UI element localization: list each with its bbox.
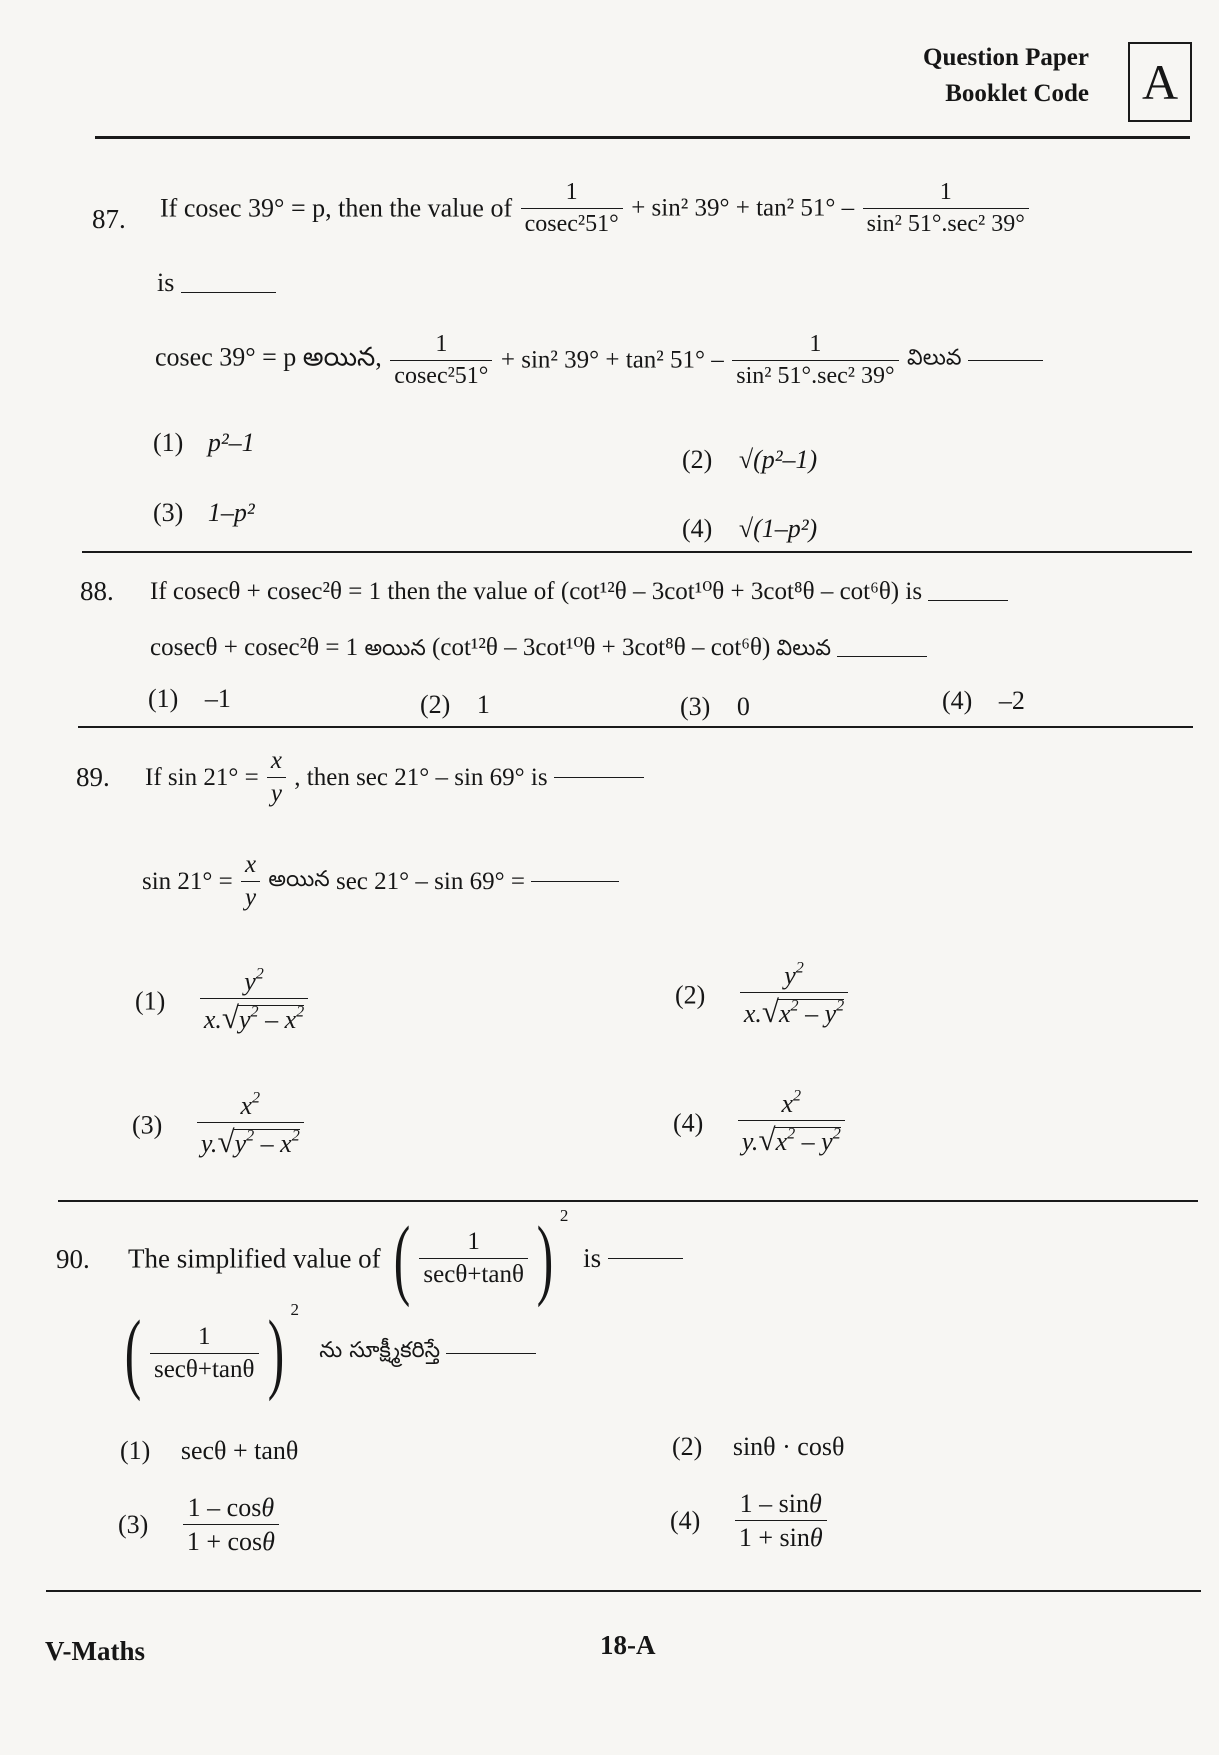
q90-option-1: [120, 1436, 298, 1466]
q87-en-prefix: If cosec 39° = p, then the value of: [160, 193, 513, 223]
q89-telugu: [142, 852, 619, 912]
q87-opt3-label: (3): [153, 498, 184, 527]
q89-blank: [554, 777, 644, 778]
q89-opt1-den: $x.√y^2 - x^2$: [200, 998, 308, 1035]
q90-divider: [46, 1590, 1201, 1592]
q88-opt3-label: (3): [680, 692, 711, 721]
q89-opt2-den: $x.√x^2 - y^2$: [740, 992, 848, 1029]
q89-opt2-label: (2): [675, 980, 706, 1010]
q87-option-2: [682, 445, 817, 475]
q88-te-math1: cosecθ + cosec²θ = 1: [150, 634, 359, 661]
q87-frac1: [521, 180, 623, 237]
q87-is-label: is: [157, 268, 175, 297]
q90-blank: [608, 1258, 683, 1259]
q90-opt4-label: (4): [670, 1505, 701, 1535]
q87-te-frac1-den: cosec²51°: [390, 360, 492, 389]
q88-number: 88.: [80, 576, 114, 606]
q88-opt2-label: (2): [420, 690, 451, 719]
header-divider: [95, 136, 1190, 139]
q90-te-frac-num: 1: [197, 1322, 211, 1350]
q89-te-suffix: sec 21° – sin 69° =: [335, 867, 525, 895]
q88-opt4-value: –2: [998, 686, 1025, 715]
q90-rparen: ): [536, 1208, 554, 1308]
q89-opt1-frac: [200, 965, 308, 1036]
q88-option-1: [148, 684, 231, 714]
q90-opt2-value: sinθ · cosθ: [732, 1432, 845, 1461]
q87-opt1-value: p²–1: [207, 428, 255, 457]
q88-te-word2: విలువ: [776, 636, 832, 661]
q87-frac1-den: cosec²51°: [521, 208, 623, 237]
q90-number: 90.: [56, 1244, 90, 1274]
footer-subject: V-Maths: [45, 1636, 145, 1666]
q90-opt4-num: 1 – sinθ: [739, 1489, 822, 1518]
q87-te-frac1: [390, 332, 492, 389]
q90-option-2: [672, 1432, 844, 1462]
q90-opt3-label: (3): [118, 1509, 149, 1539]
q87-opt4-value: √(1–p²): [738, 514, 818, 543]
q89-english: [145, 748, 644, 808]
q88-telugu: [150, 632, 927, 666]
q90-lparen: (: [394, 1208, 411, 1308]
q87-telugu: [155, 332, 1043, 389]
q87-middle: + sin² 39° + tan² 51° –: [631, 194, 855, 222]
q89-opt4-label: (4): [673, 1108, 704, 1138]
q89-te-frac-num: x: [245, 851, 257, 878]
q88-te-math2: (cot¹²θ – 3cot¹⁰θ + 3cot⁸θ – cot⁶θ): [432, 634, 771, 661]
q90-frac: [419, 1229, 528, 1289]
q90-is: is: [583, 1243, 602, 1274]
q89-te-frac-den: y: [241, 881, 260, 911]
q87-is: [157, 268, 276, 298]
q87-te-frac2-num: 1: [809, 331, 822, 357]
q90-te-suffix: ను సూక్ష్మీకరిస్తే: [319, 1338, 441, 1364]
q87-option-3: [153, 498, 255, 528]
q87-opt2-label: (2): [682, 445, 713, 474]
q90-opt1-value: secθ + tanθ: [180, 1436, 299, 1465]
q89-frac-num: x: [270, 747, 283, 774]
q88-opt3-value: 0: [736, 692, 750, 721]
q89-option-1: [135, 965, 310, 1036]
q87-frac2: [863, 180, 1029, 237]
q90-opt3-num: 1 – cosθ: [187, 1493, 275, 1522]
q87-te-blank: [968, 360, 1043, 361]
q90-opt4-den: 1 + sinθ: [735, 1520, 827, 1551]
q90-english: [128, 1206, 683, 1308]
q87-divider: [82, 551, 1192, 553]
q89-te-word: అయిన: [268, 866, 330, 892]
q89-opt1-label: (1): [135, 986, 166, 1016]
q87-opt4-label: (4): [682, 514, 713, 543]
booklet-code-label: [923, 40, 1089, 112]
q90-opt2-label: (2): [672, 1432, 703, 1461]
q88-option-4: [942, 686, 1025, 716]
q87-te-frac2: [732, 332, 898, 389]
q88-opt1-value: –1: [204, 684, 231, 713]
q90-te-frac: [150, 1324, 259, 1384]
q89-opt2-num: $y^2$: [784, 959, 804, 990]
q89-opt3-den: $y.√y^2 - x^2$: [197, 1122, 304, 1159]
q87-option-1: [153, 428, 255, 458]
q87-number: 87.: [92, 204, 126, 234]
q88-opt1-label: (1): [148, 684, 179, 713]
booklet-code: A: [1141, 54, 1179, 110]
q87-te-suffix: విలువ: [907, 345, 962, 371]
q89-opt3-frac: [197, 1089, 304, 1160]
booklet-code-box: [1128, 42, 1192, 122]
q88-blank: [928, 600, 1008, 601]
q88-en-text: If cosecθ + cosec²θ = 1 then the value of (cot¹²θ – 3cot¹⁰θ + 3cot⁸θ – cot⁶θ) is: [150, 578, 923, 605]
q87-te-frac1-num: 1: [435, 331, 448, 357]
q88-divider: [78, 726, 1193, 728]
q90-te-lparen: (: [124, 1303, 142, 1403]
header-line1: Question Paper: [923, 44, 1089, 71]
q89-divider: [58, 1200, 1198, 1202]
q87-blank: [181, 292, 276, 293]
q89-opt3-label: (3): [132, 1110, 163, 1140]
q88-te-word1: అయిన: [364, 636, 426, 661]
q90-opt3-den: 1 + cosθ: [183, 1524, 279, 1555]
q89-te-frac: [241, 852, 260, 912]
q89-opt1-num: $y^2$: [244, 965, 264, 996]
header-line2: Booklet Code: [945, 80, 1089, 107]
q90-te-rparen: ): [267, 1303, 284, 1403]
q90-opt3-frac: [183, 1494, 279, 1556]
q89-opt3-num: $x^2$: [240, 1089, 261, 1120]
q87-frac2-den: sin² 51°.sec² 39°: [863, 208, 1029, 237]
q87-te-frac2-den: sin² 51°.sec² 39°: [732, 360, 898, 389]
q87-te-prefix: cosec 39° = p అయిన,: [155, 342, 382, 372]
q87-frac1-num: 1: [565, 179, 578, 205]
q89-option-3: [132, 1089, 306, 1160]
q89-opt4-num: $x^2$: [781, 1087, 802, 1118]
q90-opt1-label: (1): [120, 1436, 151, 1465]
q90-te-power: 2: [290, 1300, 299, 1319]
q89-frac: [267, 748, 286, 808]
q90-te-frac-den: secθ+tanθ: [150, 1353, 259, 1383]
q89-number: 89.: [76, 762, 110, 792]
q89-option-4: [673, 1087, 847, 1158]
q90-te-blank: [446, 1353, 536, 1354]
q89-en-suffix: , then sec 21° – sin 69° is: [294, 763, 548, 791]
q90-power: 2: [559, 1206, 569, 1225]
q87-english: [160, 180, 1031, 237]
q90-frac-num: 1: [467, 1228, 480, 1256]
q88-option-2: [420, 690, 490, 720]
q89-en-prefix: If sin 21° =: [145, 763, 259, 791]
q88-english: [150, 576, 1008, 606]
q87-opt3-value: 1–p²: [207, 498, 255, 527]
footer-page-number: 18-A: [600, 1630, 656, 1660]
q90-option-3: [118, 1494, 281, 1556]
q89-opt4-den: $y.√x^2 - y^2$: [738, 1120, 845, 1157]
q89-frac-den: y: [267, 777, 286, 807]
q88-te-blank: [837, 656, 927, 657]
q87-frac2-num: 1: [939, 179, 952, 205]
q89-opt4-frac: [738, 1087, 845, 1158]
q87-option-4: [682, 514, 817, 544]
q89-opt2-frac: [740, 959, 848, 1030]
q90-option-4: [670, 1490, 829, 1552]
q89-te-prefix: sin 21° =: [142, 867, 233, 895]
q90-en-prefix: The simplified value of: [128, 1243, 381, 1274]
q89-te-blank: [531, 881, 619, 882]
q90-frac-den: secθ+tanθ: [419, 1258, 528, 1288]
q87-te-middle: + sin² 39° + tan² 51° –: [500, 346, 724, 374]
q88-option-3: [680, 692, 750, 722]
q90-opt4-frac: [735, 1490, 827, 1552]
q87-opt1-label: (1): [153, 428, 184, 457]
q88-opt4-label: (4): [942, 686, 973, 715]
q87-opt2-value: √(p²–1): [738, 445, 818, 474]
q90-telugu: [118, 1300, 536, 1403]
q89-option-2: [675, 959, 850, 1030]
q88-opt2-value: 1: [476, 690, 490, 719]
